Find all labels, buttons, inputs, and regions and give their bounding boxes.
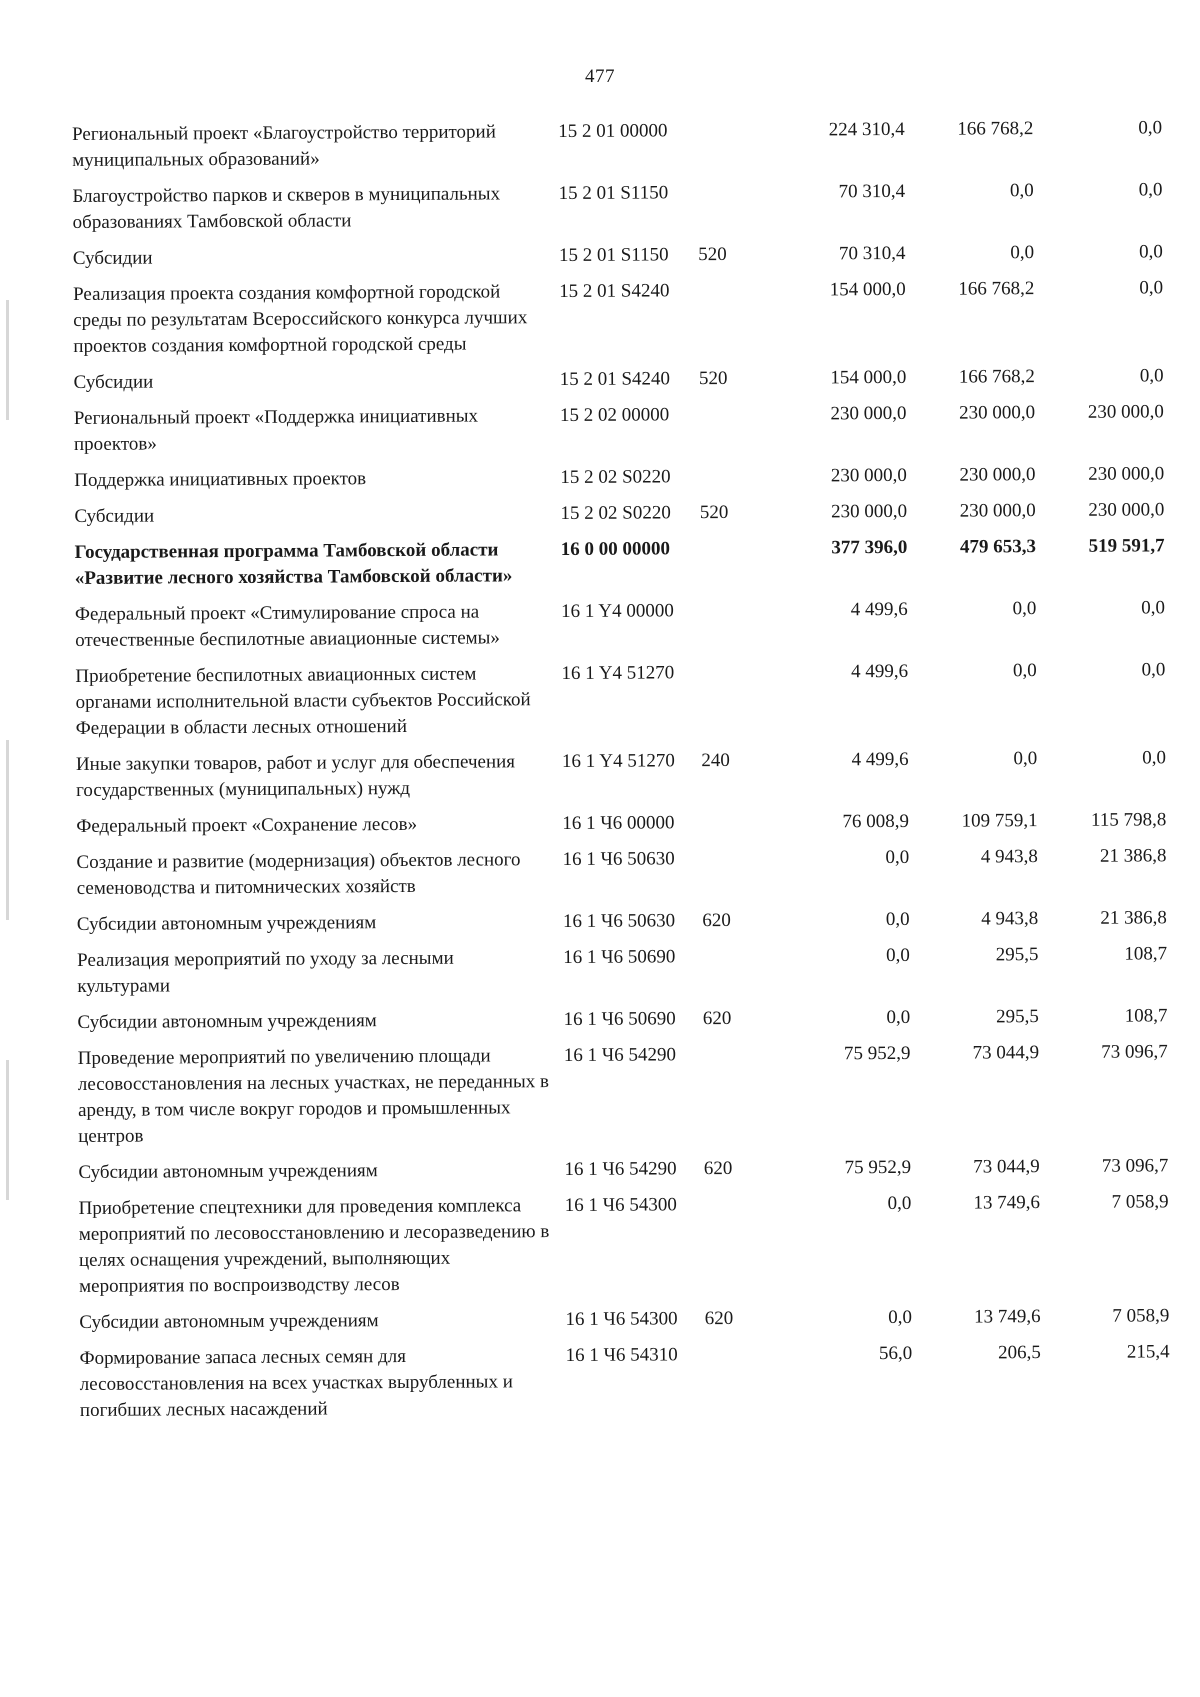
row-value-2025: 0,0 xyxy=(1012,660,1037,682)
table-row xyxy=(75,657,1166,752)
row-value-2026: 215,4 xyxy=(1126,1341,1170,1363)
table-row xyxy=(78,1039,1169,1160)
table-row xyxy=(79,1189,1170,1310)
row-value-2026: 21 386,8 xyxy=(1100,907,1167,929)
row-code: 15 2 01 S4240 xyxy=(559,280,670,303)
row-value-2024: 76 008,9 xyxy=(842,810,910,833)
row-value-2025: 0,0 xyxy=(1010,242,1035,264)
row-code: 16 1 Ч6 54290 xyxy=(563,1044,676,1067)
row-name: Федеральный проект «Стимулирование спроса на отечественные беспилотные авиационные системы» xyxy=(74,601,500,651)
row-value-2024: 70 310,4 xyxy=(838,180,906,203)
row-value-2026: 230 000,0 xyxy=(1087,401,1164,423)
row-value-2026: 7 058,9 xyxy=(1112,1305,1170,1327)
row-name: Поддержка инициативных проектов xyxy=(74,468,367,491)
row-value-2025: 230 000,0 xyxy=(959,464,1036,486)
row-value-2025: 0,0 xyxy=(1013,748,1038,770)
row-value-2026: 73 096,7 xyxy=(1101,1155,1169,1177)
row-value-2025: 295,5 xyxy=(995,1006,1039,1028)
row-value-2025: 479 653,3 xyxy=(959,536,1037,558)
row-value-2025: 166 768,2 xyxy=(958,278,1035,300)
scan-edge-mark xyxy=(6,300,9,420)
row-name: Субсидии автономным учреждениям xyxy=(77,1010,377,1033)
row-value-2025: 206,5 xyxy=(998,1342,1041,1364)
row-value-2024: 4 499,6 xyxy=(851,748,909,771)
row-value-2024: 230 000,0 xyxy=(831,500,908,523)
row-value-2025: 166 768,2 xyxy=(957,118,1034,140)
row-value-2026: 0,0 xyxy=(1142,747,1166,769)
row-name: Государственная программа Тамбовской области «Развитие лесного хозяйства Тамбовской области» xyxy=(74,539,513,589)
row-value-2024: 75 952,9 xyxy=(844,1156,912,1179)
row-value-2024: 70 310,4 xyxy=(838,242,906,265)
row-value-2026: 21 386,8 xyxy=(1099,845,1167,867)
row-expense-type xyxy=(704,1192,764,1306)
row-code: 15 2 02 S0220 xyxy=(560,502,671,525)
table-row xyxy=(73,275,1164,370)
row-expense-type xyxy=(698,278,758,366)
row-code: 16 1 Ч6 54300 xyxy=(564,1194,677,1217)
table-row xyxy=(76,745,1166,814)
budget-table xyxy=(72,115,1170,1434)
row-expense-type: 620 xyxy=(702,1007,732,1030)
page-number: 477 xyxy=(585,66,615,87)
row-value-2025: 295,5 xyxy=(995,944,1039,966)
row-value-2025: 13 749,6 xyxy=(973,1192,1041,1214)
row-value-2025: 13 749,6 xyxy=(974,1306,1041,1328)
row-expense-type xyxy=(705,1342,765,1430)
row-expense-type: 620 xyxy=(702,909,731,932)
row-value-2024: 0,0 xyxy=(887,1192,912,1215)
row-value-2026: 0,0 xyxy=(1138,117,1163,139)
row-expense-type: 620 xyxy=(704,1307,734,1330)
row-value-2026: 230 000,0 xyxy=(1088,463,1165,485)
row-expense-type xyxy=(702,810,761,846)
row-value-2024: 154 000,0 xyxy=(829,278,906,301)
row-code: 16 1 Ч6 50690 xyxy=(563,1008,676,1031)
row-code: 15 2 01 S1150 xyxy=(558,182,669,205)
row-code: 15 2 01 S1150 xyxy=(558,244,669,267)
row-code: 16 1 Y4 51270 xyxy=(561,750,675,773)
row-code: 16 1 Y4 00000 xyxy=(561,600,674,623)
row-value-2024: 0,0 xyxy=(885,846,910,869)
row-value-2026: 0,0 xyxy=(1141,659,1166,681)
row-value-2026: 519 591,7 xyxy=(1088,535,1165,557)
table-row xyxy=(75,595,1165,664)
row-name: Региональный проект «Поддержка инициативных проектов» xyxy=(73,405,479,455)
row-expense-type xyxy=(700,536,760,598)
row-code: 16 1 Ч6 50690 xyxy=(563,946,676,969)
row-name: Субсидии xyxy=(74,505,155,527)
row-name: Создание и развитие (модернизация) объектов лесного семеноводства и питомнических хозяйств xyxy=(76,849,521,899)
row-code: 16 1 Ч6 54310 xyxy=(565,1344,678,1367)
row-name: Реализация проекта создания комфортной городской среды по результатам Всероссийского конкурса лучших проектов создания комфортной городской среды xyxy=(72,281,528,357)
row-value-2024: 4 499,6 xyxy=(850,598,908,621)
row-name: Субсидии xyxy=(73,371,154,393)
row-value-2025: 4 943,8 xyxy=(981,908,1039,930)
row-value-2025: 166 768,2 xyxy=(958,366,1035,388)
row-value-2026: 0,0 xyxy=(1138,241,1163,263)
row-value-2025: 230 000,0 xyxy=(959,500,1036,522)
row-code: 15 2 01 00000 xyxy=(558,120,668,143)
table-row xyxy=(79,1339,1170,1434)
row-expense-type xyxy=(697,118,757,180)
table-row-program xyxy=(75,533,1165,602)
row-value-2024: 377 396,0 xyxy=(831,536,908,559)
row-value-2026: 7 058,9 xyxy=(1111,1191,1169,1213)
row-code: 16 1 Ч6 54290 xyxy=(564,1158,677,1181)
row-value-2024: 0,0 xyxy=(888,1306,913,1329)
row-value-2026: 115 798,8 xyxy=(1090,809,1167,831)
row-code: 16 1 Ч6 54300 xyxy=(565,1308,678,1331)
row-name: Субсидии автономным учреждениям xyxy=(76,912,377,935)
row-value-2026: 0,0 xyxy=(1141,597,1166,619)
row-value-2024: 230 000,0 xyxy=(830,402,907,425)
row-name: Иные закупки товаров, работ и услуг для обеспечения государственных (муниципальных) нужд xyxy=(75,751,516,801)
row-expense-type xyxy=(702,944,762,1006)
row-value-2025: 73 044,9 xyxy=(972,1042,1040,1064)
row-expense-type xyxy=(701,660,761,748)
budget-table-body xyxy=(72,115,1170,1434)
row-name: Приобретение беспилотных авиационных систем органами исполнительной власти субъектов Российской Федерации в области лесных отношений xyxy=(75,663,531,739)
table-row xyxy=(76,843,1166,912)
row-value-2025: 109 759,1 xyxy=(961,810,1038,832)
row-value-2025: 230 000,0 xyxy=(959,402,1036,424)
row-name: Региональный проект «Благоустройство территорий муниципальных образований» xyxy=(72,121,496,171)
row-name: Приобретение спецтехники для проведения комплекса мероприятий по лесовосстановлению и лесоразведению в целях оснащения учреждений, выполняющих мероприятия по воспроизводству лесов xyxy=(78,1195,550,1297)
row-expense-type: 520 xyxy=(698,244,727,266)
row-name: Проведение мероприятий по увеличению площади лесовосстановления на лесных участках, не переданных в аренду, в том числе вокруг городов и промышленных центров xyxy=(77,1045,550,1147)
row-code: 16 1 Y4 51270 xyxy=(561,662,675,685)
row-value-2025: 73 044,9 xyxy=(973,1156,1040,1178)
row-name: Федеральный проект «Сохранение лесов» xyxy=(76,813,418,837)
row-value-2025: 0,0 xyxy=(1009,180,1034,202)
row-value-2024: 75 952,9 xyxy=(843,1042,911,1065)
row-expense-type: 620 xyxy=(703,1157,733,1180)
row-name: Субсидии автономным учреждениям xyxy=(78,1160,378,1183)
scan-edge-mark xyxy=(6,740,9,920)
row-code: 15 2 02 00000 xyxy=(559,404,670,427)
row-value-2024: 224 310,4 xyxy=(828,118,905,141)
row-value-2024: 0,0 xyxy=(885,944,910,967)
row-expense-type: 240 xyxy=(701,749,730,772)
row-code: 15 2 01 S4240 xyxy=(559,368,671,391)
row-expense-type xyxy=(700,598,760,660)
row-code: 16 1 Ч6 50630 xyxy=(562,848,675,871)
row-name: Формирование запаса лесных семян для лесовосстановления на всех участках вырубленных и погибших лесных насаждений xyxy=(79,1345,513,1421)
row-value-2024: 154 000,0 xyxy=(830,366,907,389)
row-value-2024: 56,0 xyxy=(878,1342,913,1365)
table-row xyxy=(72,177,1162,246)
row-code: 16 1 Ч6 00000 xyxy=(562,812,675,835)
row-value-2026: 230 000,0 xyxy=(1088,499,1165,521)
row-value-2026: 108,7 xyxy=(1124,1005,1168,1027)
row-value-2024: 4 499,6 xyxy=(851,660,909,683)
row-expense-type: 520 xyxy=(699,501,729,524)
row-value-2024: 0,0 xyxy=(885,908,910,931)
row-expense-type xyxy=(698,180,758,242)
row-name: Субсидии xyxy=(72,247,153,269)
row-code: 15 2 02 S0220 xyxy=(560,466,671,489)
row-name: Реализация мероприятий по уходу за лесными культурами xyxy=(77,947,454,997)
row-value-2026: 0,0 xyxy=(1139,277,1164,299)
table-row xyxy=(72,115,1162,184)
row-code: 16 0 00 00000 xyxy=(560,538,671,561)
row-name: Благоустройство парков и скверов в муниципальных образованиях Тамбовской области xyxy=(72,183,501,233)
row-code: 16 1 Ч6 50630 xyxy=(562,910,676,933)
row-expense-type xyxy=(702,846,762,908)
row-value-2026: 0,0 xyxy=(1138,179,1163,201)
row-name: Субсидии автономным учреждениям xyxy=(79,1310,379,1333)
row-value-2025: 0,0 xyxy=(1012,598,1037,620)
row-value-2026: 108,7 xyxy=(1124,943,1168,965)
row-expense-type xyxy=(699,402,759,464)
row-expense-type: 520 xyxy=(698,368,728,390)
row-expense-type xyxy=(703,1042,763,1156)
row-value-2026: 73 096,7 xyxy=(1101,1041,1168,1063)
row-value-2024: 0,0 xyxy=(886,1006,911,1029)
scan-edge-mark xyxy=(6,1060,9,1200)
row-value-2024: 230 000,0 xyxy=(830,464,907,487)
row-value-2026: 0,0 xyxy=(1139,365,1164,387)
row-expense-type xyxy=(700,464,759,500)
table-row xyxy=(77,941,1167,1010)
table-row xyxy=(74,399,1164,468)
row-value-2025: 4 943,8 xyxy=(980,846,1038,868)
